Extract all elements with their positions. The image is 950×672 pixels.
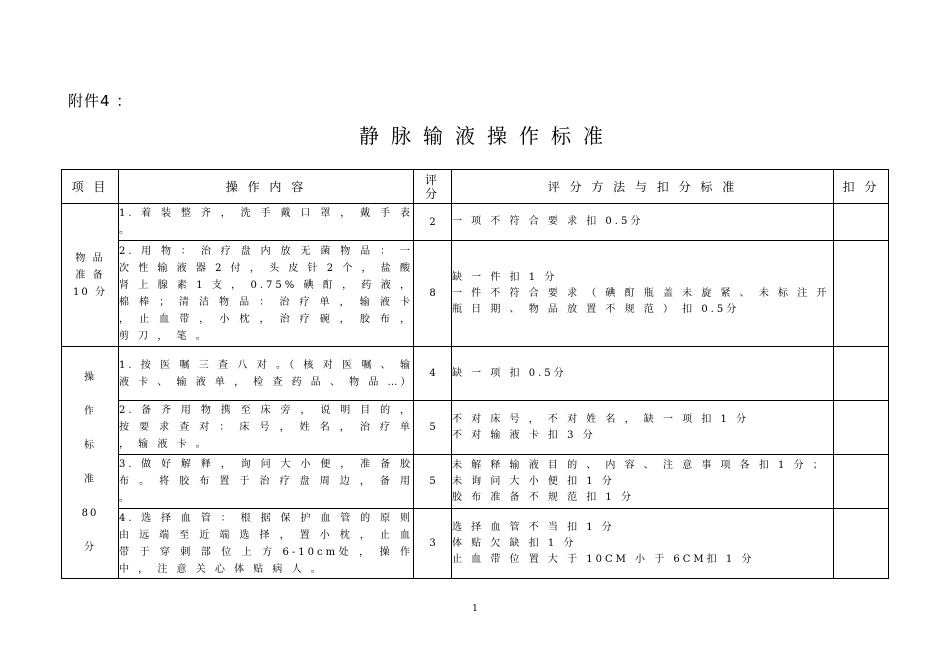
deduct-cell xyxy=(834,401,889,455)
criteria-line: 胶 布 准 备 不 规 范 扣 1 分 xyxy=(452,491,634,503)
criteria-line: 体 贴 欠 缺 扣 1 分 xyxy=(452,537,577,549)
criteria-line: 一 件 不 符 合 要 求 （ 碘 酊 瓶 盖 未 旋 紧 、 未 标 注 开 瓶 日 期 、 物 品 放 置 不 规 范 ） 扣 0.5分 xyxy=(452,287,830,315)
criteria-cell xyxy=(452,347,834,401)
content-cell: 1. 按 医 嘱 三 查 八 对 。（ 核 对 医 嘱 、 输 液 卡 、 输 液 单 ， 检 查 药 品 、 物 品 …） xyxy=(119,347,414,401)
category-line: 物 品 xyxy=(75,252,105,264)
category-line: 80 xyxy=(81,507,99,519)
criteria-line: 缺 一 件 扣 1 分 xyxy=(452,271,558,283)
category-line: 标 xyxy=(84,439,96,451)
category-cell xyxy=(62,347,119,579)
content-cell: 1. 着 装 整 齐 ， 洗 手 戴 口 罩 ， 戴 手 表 。 xyxy=(119,204,414,241)
criteria-line: 一 项 不 符 合 要 求 扣 0.5分 xyxy=(452,216,644,227)
table-row xyxy=(62,509,889,579)
table-row xyxy=(62,455,889,509)
criteria-cell xyxy=(452,455,834,509)
deduct-cell xyxy=(834,509,889,579)
document-title: 静脉输液操作标准 xyxy=(359,124,615,148)
header-criteria: 评 分 方 法 与 扣 分 标 准 xyxy=(452,170,834,204)
criteria-line: 选 择 血 管 不 当 扣 1 分 xyxy=(452,521,615,533)
criteria-cell xyxy=(452,401,834,455)
header-score-line: 评 xyxy=(424,172,440,187)
attachment-label: 附件4 ： xyxy=(68,92,133,110)
score-cell: 3 xyxy=(414,509,452,579)
category-line: 准 xyxy=(84,473,96,485)
content-cell: 4. 选 择 血 管 ： 根 据 保 护 血 管 的 原 则 由 远 端 至 近 端 选 择 ， 置 小 枕 ， 止 血 带 于 穿 刺 部 位 上 方 6-10cm处 ， 操 作 中 ， 注 意 关 心 体 贴 病 人 。 xyxy=(119,509,414,579)
header-score-line: 分 xyxy=(424,186,440,201)
header-score xyxy=(414,170,452,204)
criteria-line: 未 解 释 输 液 目 的 、 内 容 、 注 意 事 项 各 扣 1 分 ； xyxy=(452,459,826,471)
table-header-row xyxy=(62,170,889,204)
criteria-cell xyxy=(452,204,834,241)
category-line: 作 xyxy=(84,405,96,417)
category-line: 准 备 xyxy=(75,269,105,281)
category-cell xyxy=(62,204,119,347)
content-cell: 2. 用 物 ： 治 疗 盘 内 放 无 菌 物 品 ： 一 次 性 输 液 器 2 付 ， 头 皮 针 2 个 ， 盐 酸 肾 上 腺 素 1 支 ， 0.75% 碘 酊 ， 药 液 ， 棉 棒 ； 清 洁 物 品 ： 治 疗 单 ， 输 液 卡 ， 止 血 带 ， 小 枕 ， 治 疗 碗 ， 胶 布 ， 剪 刀 ， 笔 。 xyxy=(119,241,414,347)
score-cell: 8 xyxy=(414,241,452,347)
table-row xyxy=(62,347,889,401)
content-cell: 2. 备 齐 用 物 携 至 床 旁 ， 说 明 目 的 ， 按 要 求 查 对 ： 床 号 ， 姓 名 ， 治 疗 单 ， 输 液 卡 。 xyxy=(119,401,414,455)
deduct-cell xyxy=(834,241,889,347)
criteria-cell xyxy=(452,509,834,579)
table-row xyxy=(62,204,889,241)
header-item: 项 目 xyxy=(62,170,119,204)
deduct-cell xyxy=(834,455,889,509)
criteria-line: 不 对 输 液 卡 扣 3 分 xyxy=(452,429,596,441)
score-cell: 5 xyxy=(414,401,452,455)
criteria-line: 未 询 问 大 小 便 扣 1 分 xyxy=(452,475,615,487)
category-line: 10 分 xyxy=(73,286,107,298)
header-deduct: 扣 分 xyxy=(834,170,889,204)
criteria-line: 不 对 床 号 ， 不 对 姓 名 ， 缺 一 项 扣 1 分 xyxy=(452,413,750,425)
category-line: 操 xyxy=(84,371,96,383)
header-content: 操 作 内 容 xyxy=(119,170,414,204)
content-cell: 3. 做 好 解 释 ， 询 问 大 小 便 ， 准 备 胶 布 。 将 胶 布 置 于 治 疗 盘 周 边 ， 备 用 。 xyxy=(119,455,414,509)
operation-standard-table xyxy=(61,169,889,579)
score-cell: 4 xyxy=(414,347,452,401)
table-row xyxy=(62,401,889,455)
page-number: 1 xyxy=(472,604,478,614)
deduct-cell xyxy=(834,347,889,401)
criteria-line: 缺 一 项 扣 0.5分 xyxy=(452,367,567,379)
score-cell: 5 xyxy=(414,455,452,509)
score-cell: 2 xyxy=(414,204,452,241)
table-row xyxy=(62,241,889,347)
criteria-cell xyxy=(452,241,834,347)
category-line: 分 xyxy=(84,541,96,553)
deduct-cell xyxy=(834,204,889,241)
criteria-line: 止 血 带 位 置 大 于 10CM 小 于 6CM扣 1 分 xyxy=(452,553,755,565)
